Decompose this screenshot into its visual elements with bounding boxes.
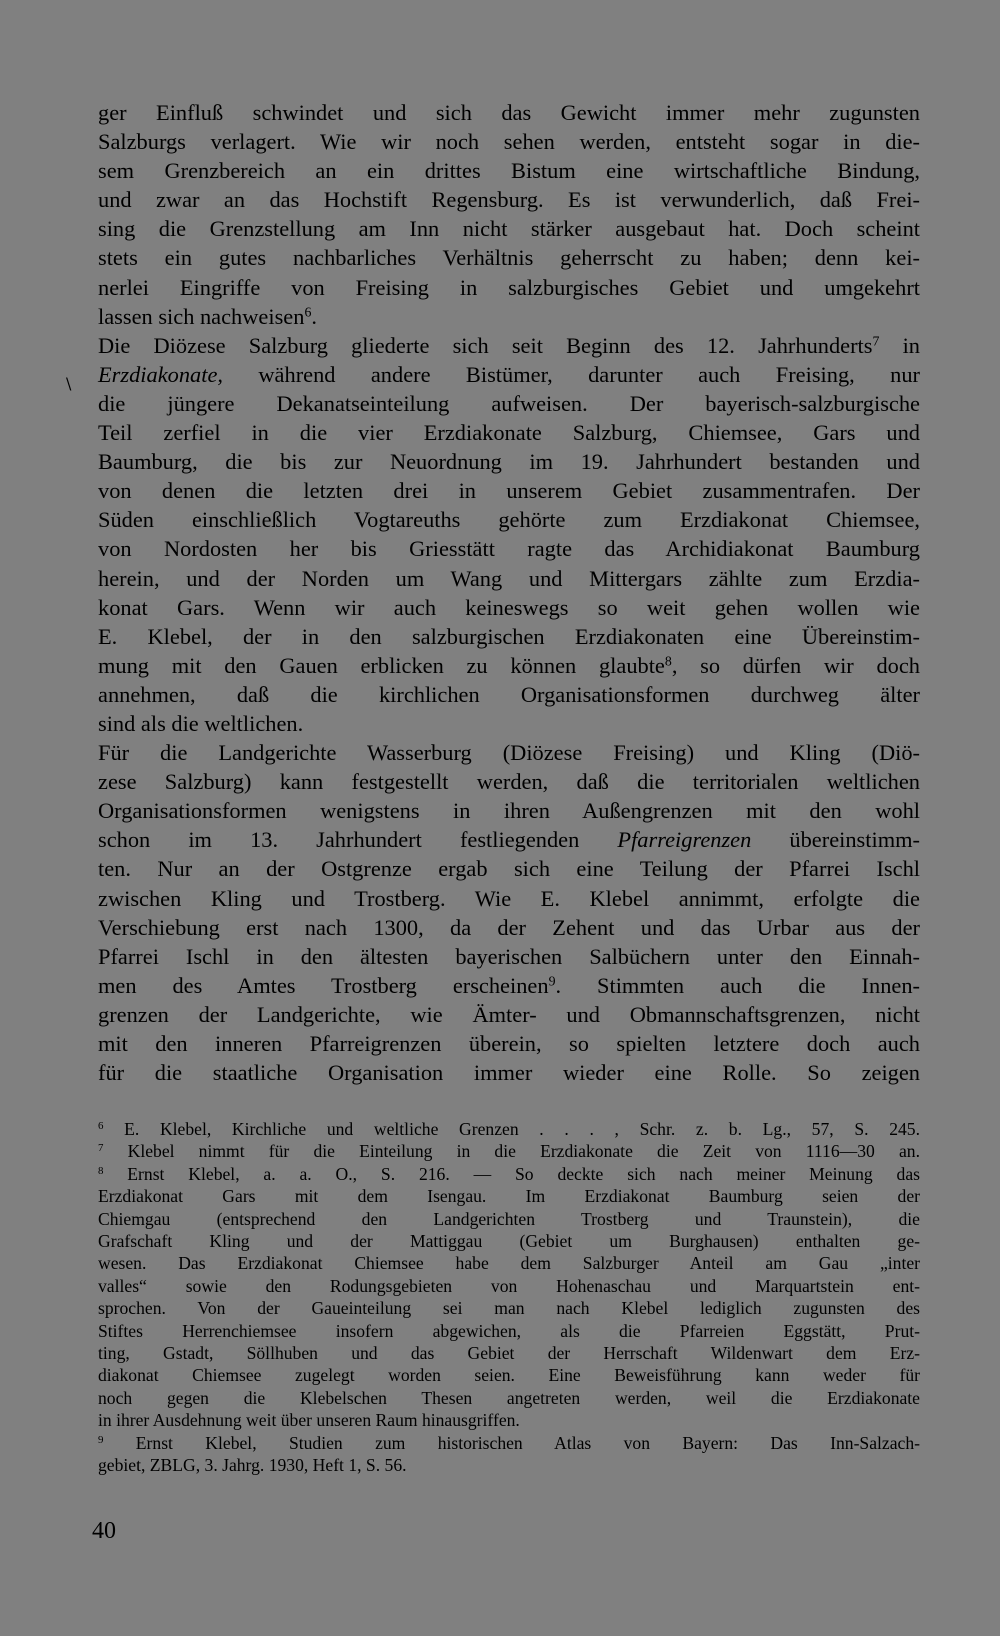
text-line: sind als die weltlichen. bbox=[98, 710, 304, 736]
text-line: konat Gars. Wenn wir auch keineswegs so weit gehen wollen wie bbox=[98, 594, 920, 620]
main-text bbox=[98, 98, 920, 1087]
footnote-line: valles“ sowie den Rodungsgebieten von Hohenaschau und Marquartstein ent- bbox=[98, 1275, 920, 1296]
text-line: grenzen der Landgerichte, wie Ämter- und Obmannschaftsgrenzen, nicht bbox=[98, 1001, 920, 1027]
footnote-line: gebiet, ZBLG, 3. Jahrg. 1930, Heft 1, S. 56. bbox=[98, 1455, 407, 1476]
text-run: in bbox=[879, 332, 920, 358]
footnote-line: wesen. Das Erzdiakonat Chiemsee habe dem Salzburger Anteil am Gau „inter bbox=[98, 1253, 920, 1274]
text-line: E. Klebel, der in den salzburgischen Erzdiakonaten eine Übereinstim- bbox=[98, 623, 920, 649]
footnote-ref: 8 bbox=[664, 654, 672, 670]
footnotes bbox=[98, 1118, 920, 1477]
text-line: Salzburgs verlagert. Wie wir noch sehen werden, entsteht sogar in die- bbox=[98, 129, 920, 155]
text-line: herein, und der Norden um Wang und Mittergars zählte zum Erzdia- bbox=[98, 565, 920, 591]
text-run: mung mit den Gauen erblicken zu können glaubte bbox=[98, 652, 665, 678]
text-line: Pfarrei Ischl in den ältesten bayerischen Salbüchern unter den Einnah- bbox=[98, 943, 920, 969]
text-line: Teil zerfiel in die vier Erzdiakonate Salzburg, Chiemsee, Gars und bbox=[98, 420, 920, 446]
footnote-line: Erzdiakonat Gars mit dem Isengau. Im Erzdiakonat Baumburg seien der bbox=[98, 1186, 920, 1207]
footnote-text: Ernst Klebel, a. a. O., S. 216. — So deckte sich nach meiner Meinung das bbox=[103, 1163, 920, 1184]
footnote-line: Stiftes Herrenchiemsee insofern abgewichen, als die Pfarreien Eggstätt, Prut- bbox=[98, 1320, 920, 1341]
text-line: annehmen, daß die kirchlichen Organisationsformen durchweg älter bbox=[98, 681, 920, 707]
text-line: Für die Landgerichte Wasserburg (Diözese Freising) und Kling (Diö- bbox=[98, 740, 920, 766]
footnote-6 bbox=[98, 1118, 920, 1140]
footnote-line: ting, Gstadt, Söllhuben und das Gebiet der Herrschaft Wildenwart dem Erz- bbox=[98, 1343, 920, 1364]
text-line: Organisationsformen wenigstens in ihren Außengrenzen mit den wohl bbox=[98, 798, 920, 824]
text-line: zwischen Kling und Trostberg. Wie E. Klebel annimmt, erfolgte die bbox=[98, 885, 920, 911]
footnote-line: Grafschaft Kling und der Mattiggau (Gebiet um Burghausen) enthalten ge- bbox=[98, 1231, 920, 1252]
page-number: 40 bbox=[92, 1518, 116, 1544]
text-line: und zwar an das Hochstift Regensburg. Es ist verwunderlich, daß Frei- bbox=[98, 187, 920, 213]
text-line: sing die Grenzstellung am Inn nicht stärker ausgebaut hat. Doch scheint bbox=[98, 216, 920, 242]
text-run: . bbox=[311, 303, 317, 329]
text-line: Süden einschließlich Vogtareuths gehörte zum Erzdiakonat Chiemsee, bbox=[98, 507, 920, 533]
footnote-line: sprochen. Von der Gaueinteilung sei man nach Klebel lediglich zugunsten des bbox=[98, 1298, 920, 1319]
text-line: stets ein gutes nachbarliches Verhältnis geherrscht zu haben; denn kei- bbox=[98, 245, 920, 271]
text-run: übereinstimm- bbox=[751, 827, 920, 853]
footnote-text: E. Klebel, Kirchliche und weltliche Grenzen . . . , Schr. z. b. Lg., 57, S. 245. bbox=[103, 1119, 920, 1139]
paragraph-3 bbox=[98, 738, 920, 1087]
footnote-number: 8 bbox=[98, 1164, 104, 1177]
paragraph-1 bbox=[98, 98, 920, 331]
footnote-9 bbox=[98, 1432, 920, 1454]
text-line: für die staatliche Organisation immer wieder eine Rolle. So zeigen bbox=[98, 1060, 920, 1086]
footnote-ref: 7 bbox=[872, 334, 880, 350]
text-run: . Stimmten auch die Innen- bbox=[555, 972, 920, 998]
text-line: mit den inneren Pfarreigrenzen überein, so spielten letztere doch auch bbox=[98, 1031, 920, 1056]
text-line: von Nordosten her bis Griesstätt ragte das Archidiakonat Baumburg bbox=[98, 536, 920, 562]
footnote-text: Klebel nimmt für die Einteilung in die Erzdiakonate die Zeit von 1116—30 an. bbox=[103, 1141, 920, 1162]
text-line bbox=[98, 971, 920, 1000]
emphasis: Pfarreigrenzen bbox=[617, 827, 752, 853]
footnote-number: 6 bbox=[98, 1120, 104, 1132]
text-line: nerlei Eingriffe von Freising in salzburgisches Gebiet und umgekehrt bbox=[98, 274, 920, 300]
text-run: lassen sich nachweisen bbox=[98, 303, 305, 329]
text-run: während andere Bistümer, darunter auch Freising, nur bbox=[223, 361, 920, 387]
text-line bbox=[98, 302, 920, 331]
text-run: Die Diözese Salzburg gliederte sich seit Beginn des 12. Jahrhunderts bbox=[98, 332, 873, 358]
text-line: ten. Nur an der Ostgrenze ergab sich eine Teilung der Pfarrei Ischl bbox=[98, 856, 920, 882]
text-run: men des Amtes Trostberg erscheinen bbox=[98, 972, 549, 998]
text-line bbox=[98, 331, 920, 360]
footnote-ref: 6 bbox=[304, 305, 312, 321]
footnote-text: Ernst Klebel, Studien zum historischen Atlas von Bayern: Das Inn-Salzach- bbox=[103, 1432, 920, 1453]
footnote-7 bbox=[98, 1140, 920, 1162]
text-run: , so dürfen wir doch bbox=[671, 652, 920, 678]
footnote-line: diakonat Chiemsee zugelegt worden seien. Eine Beweisführung kann weder für bbox=[98, 1365, 920, 1386]
text-line: ger Einfluß schwindet und sich das Gewicht immer mehr zugunsten bbox=[98, 100, 920, 125]
paragraph-2 bbox=[98, 331, 920, 738]
margin-mark: \ bbox=[66, 374, 72, 393]
text-line: Verschiebung erst nach 1300, da der Zehent und das Urbar aus der bbox=[98, 914, 920, 940]
text-line bbox=[98, 651, 920, 680]
footnote-line: in ihrer Ausdehnung weit über unseren Raum hinausgriffen. bbox=[98, 1410, 520, 1431]
footnote-number: 9 bbox=[98, 1433, 104, 1446]
text-line: Baumburg, die bis zur Neuordnung im 19. Jahrhundert bestanden und bbox=[98, 449, 920, 475]
text-line: zese Salzburg) kann festgestellt werden, daß die territorialen weltlichen bbox=[98, 769, 920, 795]
text-line: von denen die letzten drei in unserem Gebiet zusammentrafen. Der bbox=[98, 478, 920, 504]
footnote-ref: 9 bbox=[548, 974, 556, 990]
footnote-number: 7 bbox=[98, 1142, 104, 1155]
text-line: die jüngere Dekanatseinteilung aufweisen. Der bayerisch-salzburgische bbox=[98, 390, 920, 416]
footnote-8 bbox=[98, 1163, 920, 1185]
footnote-line: Chiemgau (entsprechend den Landgerichten Trostberg und Traunstein), die bbox=[98, 1208, 920, 1229]
emphasis: Erzdiakonate, bbox=[98, 361, 223, 387]
text-line: sem Grenzbereich an ein drittes Bistum eine wirtschaftliche Bindung, bbox=[98, 158, 920, 184]
text-line bbox=[98, 825, 920, 854]
text-run: schon im 13. Jahrhundert festliegenden bbox=[98, 827, 618, 853]
text-line bbox=[98, 360, 920, 389]
footnote-line: noch gegen die Klebelschen Thesen angetreten werden, weil die Erzdiakonate bbox=[98, 1387, 920, 1408]
